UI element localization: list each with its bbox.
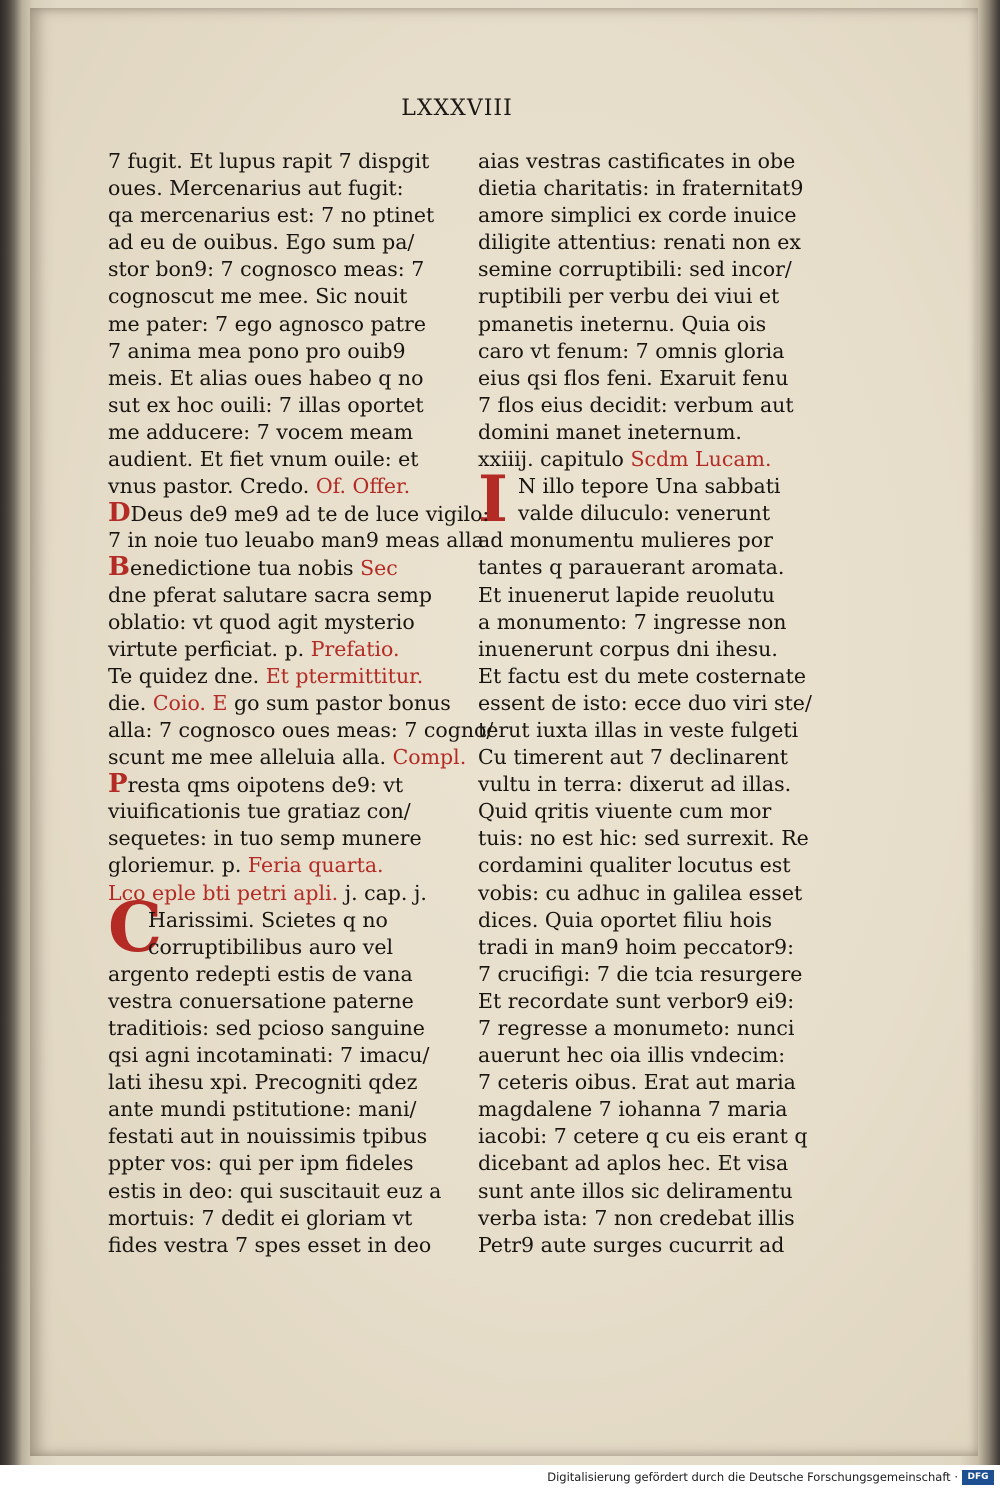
text-line	[108, 1069, 453, 1096]
text-line	[108, 311, 453, 338]
text-line	[108, 1096, 453, 1123]
text-line	[108, 1205, 453, 1232]
text-line	[478, 527, 823, 554]
line-text: me adducere: 7 vocem meam	[108, 419, 414, 444]
text-line	[478, 500, 823, 527]
text-line	[478, 609, 823, 636]
line-text: a monumento: 7 ingresse non	[478, 609, 787, 634]
text-line	[108, 663, 453, 690]
text-line	[478, 1015, 823, 1042]
line-text: Et inuenerut lapide reuolutu	[478, 582, 775, 607]
line-text: qa mercenarius est: 7 no ptinet	[108, 203, 435, 228]
line-text: qsi agni incotaminati: 7 imacu/	[108, 1043, 430, 1068]
line-text: 7 ceteris oibus. Erat aut maria	[478, 1070, 796, 1095]
line-text: stor bon9: 7 cognosco meas: 7	[108, 257, 425, 282]
text-line	[108, 1015, 453, 1042]
line-text: ad monumentu mulieres por	[478, 528, 773, 553]
line-text: sut ex hoc ouili: 7 illas oportet	[108, 392, 424, 417]
line-text: valde diluculo: venerunt	[518, 501, 771, 526]
line-text: Te quidez dne.	[108, 663, 260, 688]
line-text: sequetes: in tuo semp munere	[108, 826, 422, 851]
text-line	[108, 852, 453, 879]
line-text: oblatio: vt quod agit mysterio	[108, 609, 415, 634]
line-text: virtute perficiat. p.	[108, 636, 305, 661]
text-line	[478, 392, 823, 419]
dfg-logo: DFG	[962, 1470, 994, 1485]
rubric-text: Prefatio.	[310, 636, 400, 661]
text-line	[478, 825, 823, 852]
line-text: inuenerunt corpus dni ihesu.	[478, 636, 778, 661]
line-text: festati aut in nouissimis tpibus	[108, 1124, 428, 1149]
text-line	[108, 690, 453, 717]
line-text: Cu timerent aut 7 declinarent	[478, 745, 789, 770]
rubric-initial: D	[108, 498, 131, 529]
rubric-text: Et ptermittitur.	[265, 663, 424, 688]
text-line	[478, 1150, 823, 1177]
line-text: me pater: 7 ego agnosco patre	[108, 311, 426, 336]
line-text: pmanetis ineternu. Quia ois	[478, 311, 767, 336]
line-text: Quid qritis viuente cum mor	[478, 799, 772, 824]
text-line	[108, 798, 453, 825]
text-line	[478, 771, 823, 798]
page-number: LXXXVIII	[401, 96, 513, 121]
line-text: amore simplici ex corde inuice	[478, 203, 797, 228]
line-text: ante mundi pstitutione: mani/	[108, 1097, 417, 1122]
line-text: corruptibilibus auro vel	[148, 934, 394, 959]
text-line	[108, 527, 484, 554]
line-text: cognoscut me mee. Sic nouit	[108, 284, 408, 309]
text-line	[108, 256, 453, 283]
text-line	[478, 880, 823, 907]
text-line	[478, 338, 823, 365]
line-text: meis. Et alias oues habeo q no	[108, 365, 424, 390]
line-text: ruptibili per verbu dei viui et	[478, 284, 780, 309]
text-line	[478, 311, 823, 338]
rubric-text: Compl.	[392, 745, 467, 770]
text-line	[478, 798, 823, 825]
text-line	[478, 175, 823, 202]
line-text: dicebant ad aplos hec. Et visa	[478, 1151, 789, 1176]
funding-credit: Digitalisierung gefördert durch die Deutsche Forschungsgemeinschaft ·	[547, 1470, 958, 1484]
line-text-after: j. cap. j.	[344, 880, 427, 905]
text-line	[478, 202, 823, 229]
text-line	[108, 1232, 453, 1259]
text-line	[108, 419, 453, 446]
text-line	[478, 1232, 823, 1259]
text-line	[108, 1150, 453, 1177]
line-text: 7 anima mea pono pro ouib9	[108, 338, 406, 363]
text-line	[108, 880, 453, 907]
text-line	[478, 663, 823, 690]
line-text: 7 in noie tuo leuabo man9 meas alla	[108, 528, 484, 553]
line-text: scunt me mee alleluia alla.	[108, 745, 387, 770]
rubric-text: Feria quarta.	[247, 853, 384, 878]
text-line	[108, 175, 453, 202]
line-text: 7 flos eius decidit: verbum aut	[478, 392, 794, 417]
text-line	[478, 1205, 823, 1232]
text-line	[478, 961, 823, 988]
text-line	[108, 825, 453, 852]
line-text: vnus pastor. Credo.	[108, 474, 310, 499]
text-line	[108, 1123, 453, 1150]
text-line	[478, 852, 823, 879]
left-text-column	[108, 148, 494, 1259]
text-line	[108, 717, 494, 744]
line-text: ppter vos: qui per ipm fideles	[108, 1151, 414, 1176]
text-line	[478, 473, 823, 500]
line-text: domini manet ineternum.	[478, 419, 742, 444]
line-text: audient. Et fiet vnum ouile: et	[108, 447, 419, 472]
text-line	[108, 365, 453, 392]
text-line	[478, 1042, 823, 1069]
initial-letter-left: C	[108, 888, 163, 968]
line-text: tradi in man9 hoim peccator9:	[478, 934, 794, 959]
line-text: Deus de9 me9 ad te de luce vigilo:	[130, 502, 490, 527]
line-text: diligite attentius: renati non ex	[478, 230, 801, 255]
line-text: vestra conuersatione paterne	[108, 988, 414, 1013]
line-text: vultu in terra: dixerut ad illas.	[478, 772, 792, 797]
line-text: N illo tepore Una sabbati	[518, 474, 781, 499]
line-text: argento redepti estis de vana	[108, 961, 413, 986]
text-line	[108, 498, 490, 529]
line-text: sunt ante illos sic deliramentu	[478, 1178, 793, 1203]
footer-bar	[0, 1465, 1000, 1491]
line-text: alla: 7 cognosco oues meas: 7 cogno/	[108, 717, 494, 742]
text-line	[478, 554, 823, 581]
line-text: fides vestra 7 spes esset in deo	[108, 1232, 432, 1257]
text-line	[108, 554, 453, 581]
text-line	[108, 961, 453, 988]
line-text: estis in deo: qui suscitauit euz a	[108, 1178, 442, 1203]
rubric-text: Coio. E	[152, 690, 228, 715]
text-line	[108, 392, 453, 419]
text-line	[108, 934, 453, 961]
text-line	[478, 988, 823, 1015]
line-text-after: go sum pastor bonus	[233, 690, 451, 715]
line-text: aias vestras castificates in obe	[478, 149, 796, 173]
text-line	[108, 338, 453, 365]
text-line	[478, 636, 823, 663]
line-text: iacobi: 7 cetere q cu eis erant q	[478, 1124, 808, 1149]
rubric-initial: B	[108, 552, 130, 583]
rubric-text: Scdm Lucam.	[630, 447, 772, 472]
text-line	[478, 1178, 823, 1205]
line-text: enedictione tua nobis	[129, 556, 354, 581]
text-line	[108, 229, 453, 256]
line-text: dne pferat salutare sacra semp	[108, 582, 432, 607]
text-line	[478, 365, 823, 392]
rubric-text: Of. Offer.	[315, 474, 411, 499]
line-text: magdalene 7 iohanna 7 maria	[478, 1097, 788, 1122]
text-line	[478, 1123, 823, 1150]
line-text: dietia charitatis: in fraternitat9	[478, 176, 804, 201]
text-line	[478, 446, 823, 473]
text-line	[478, 229, 823, 256]
text-line	[108, 636, 453, 663]
line-text: essent de isto: ecce duo viri ste/	[478, 690, 812, 715]
line-text: viuificationis tue gratiaz con/	[108, 799, 411, 824]
text-line	[108, 744, 467, 771]
text-line	[108, 473, 453, 500]
line-text: xxiiij. capitulo	[478, 447, 624, 472]
text-line	[108, 988, 453, 1015]
line-text: dices. Quia oportet filiu hois	[478, 907, 773, 932]
line-text: caro vt fenum: 7 omnis gloria	[478, 338, 785, 363]
text-line	[108, 1178, 453, 1205]
text-line	[478, 283, 823, 310]
line-text: cordamini qualiter locutus est	[478, 853, 791, 878]
line-text: Harissimi. Scietes q no	[148, 907, 388, 932]
line-text: Et factu est du mete costernate	[478, 663, 806, 688]
text-line	[108, 446, 453, 473]
line-text: verba ista: 7 non credebat illis	[478, 1205, 795, 1230]
line-text: tuis: no est hic: sed surrexit. Re	[478, 826, 809, 851]
line-text: ad eu de ouibus. Ego sum pa/	[108, 230, 415, 255]
line-text: oues. Mercenarius aut fugit:	[108, 176, 404, 201]
line-text: Petr9 aute surges cucurrit ad	[478, 1232, 785, 1257]
line-text: 7 regresse a monumeto: nunci	[478, 1016, 795, 1040]
line-text: mortuis: 7 dedit ei gloriam vt	[108, 1205, 413, 1230]
text-line	[108, 148, 453, 175]
line-text: tantes q parauerant aromata.	[478, 555, 785, 580]
text-line	[478, 907, 823, 934]
line-text: vobis: cu adhuc in galilea esset	[478, 880, 803, 905]
line-text: traditiois: sed pcioso sanguine	[108, 1016, 425, 1040]
text-line	[108, 582, 453, 609]
line-text: eius qsi flos feni. Exaruit fenu	[478, 365, 789, 390]
text-line	[478, 690, 823, 717]
text-line	[108, 283, 453, 310]
line-text: die.	[108, 690, 147, 715]
line-text: 7 crucifigi: 7 die tcia resurgere	[478, 961, 803, 986]
rubric-initial: P	[108, 769, 128, 800]
line-text: lati ihesu xpi. Precogniti qdez	[108, 1070, 418, 1095]
text-line	[478, 934, 823, 961]
initial-letter-right: I	[478, 462, 508, 537]
text-line	[478, 1096, 823, 1123]
line-text: Et recordate sunt verbor9 ei9:	[478, 988, 795, 1013]
rubric-text: Sec	[360, 556, 398, 581]
text-line	[478, 1069, 823, 1096]
text-line	[108, 907, 453, 934]
text-line	[108, 771, 453, 798]
right-text-column	[478, 148, 823, 1259]
text-line	[478, 744, 823, 771]
text-line	[478, 419, 823, 446]
line-text: 7 fugit. Et lupus rapit 7 dispgit	[108, 149, 430, 173]
text-line	[108, 202, 453, 229]
text-line	[478, 148, 823, 175]
line-text: auerunt hec oia illis vndecim:	[478, 1043, 786, 1068]
text-line	[108, 1042, 453, 1069]
line-text: resta qms oipotens de9: vt	[127, 773, 404, 798]
text-line	[108, 609, 453, 636]
rubric-text: Lco eple bti petri apli.	[108, 880, 339, 905]
text-line	[478, 717, 823, 744]
line-text: semine corruptibili: sed incor/	[478, 257, 792, 282]
text-line	[478, 256, 823, 283]
line-text: terut iuxta illas in veste fulgeti	[478, 717, 799, 742]
line-text: gloriemur. p.	[108, 853, 242, 878]
text-line	[478, 582, 823, 609]
